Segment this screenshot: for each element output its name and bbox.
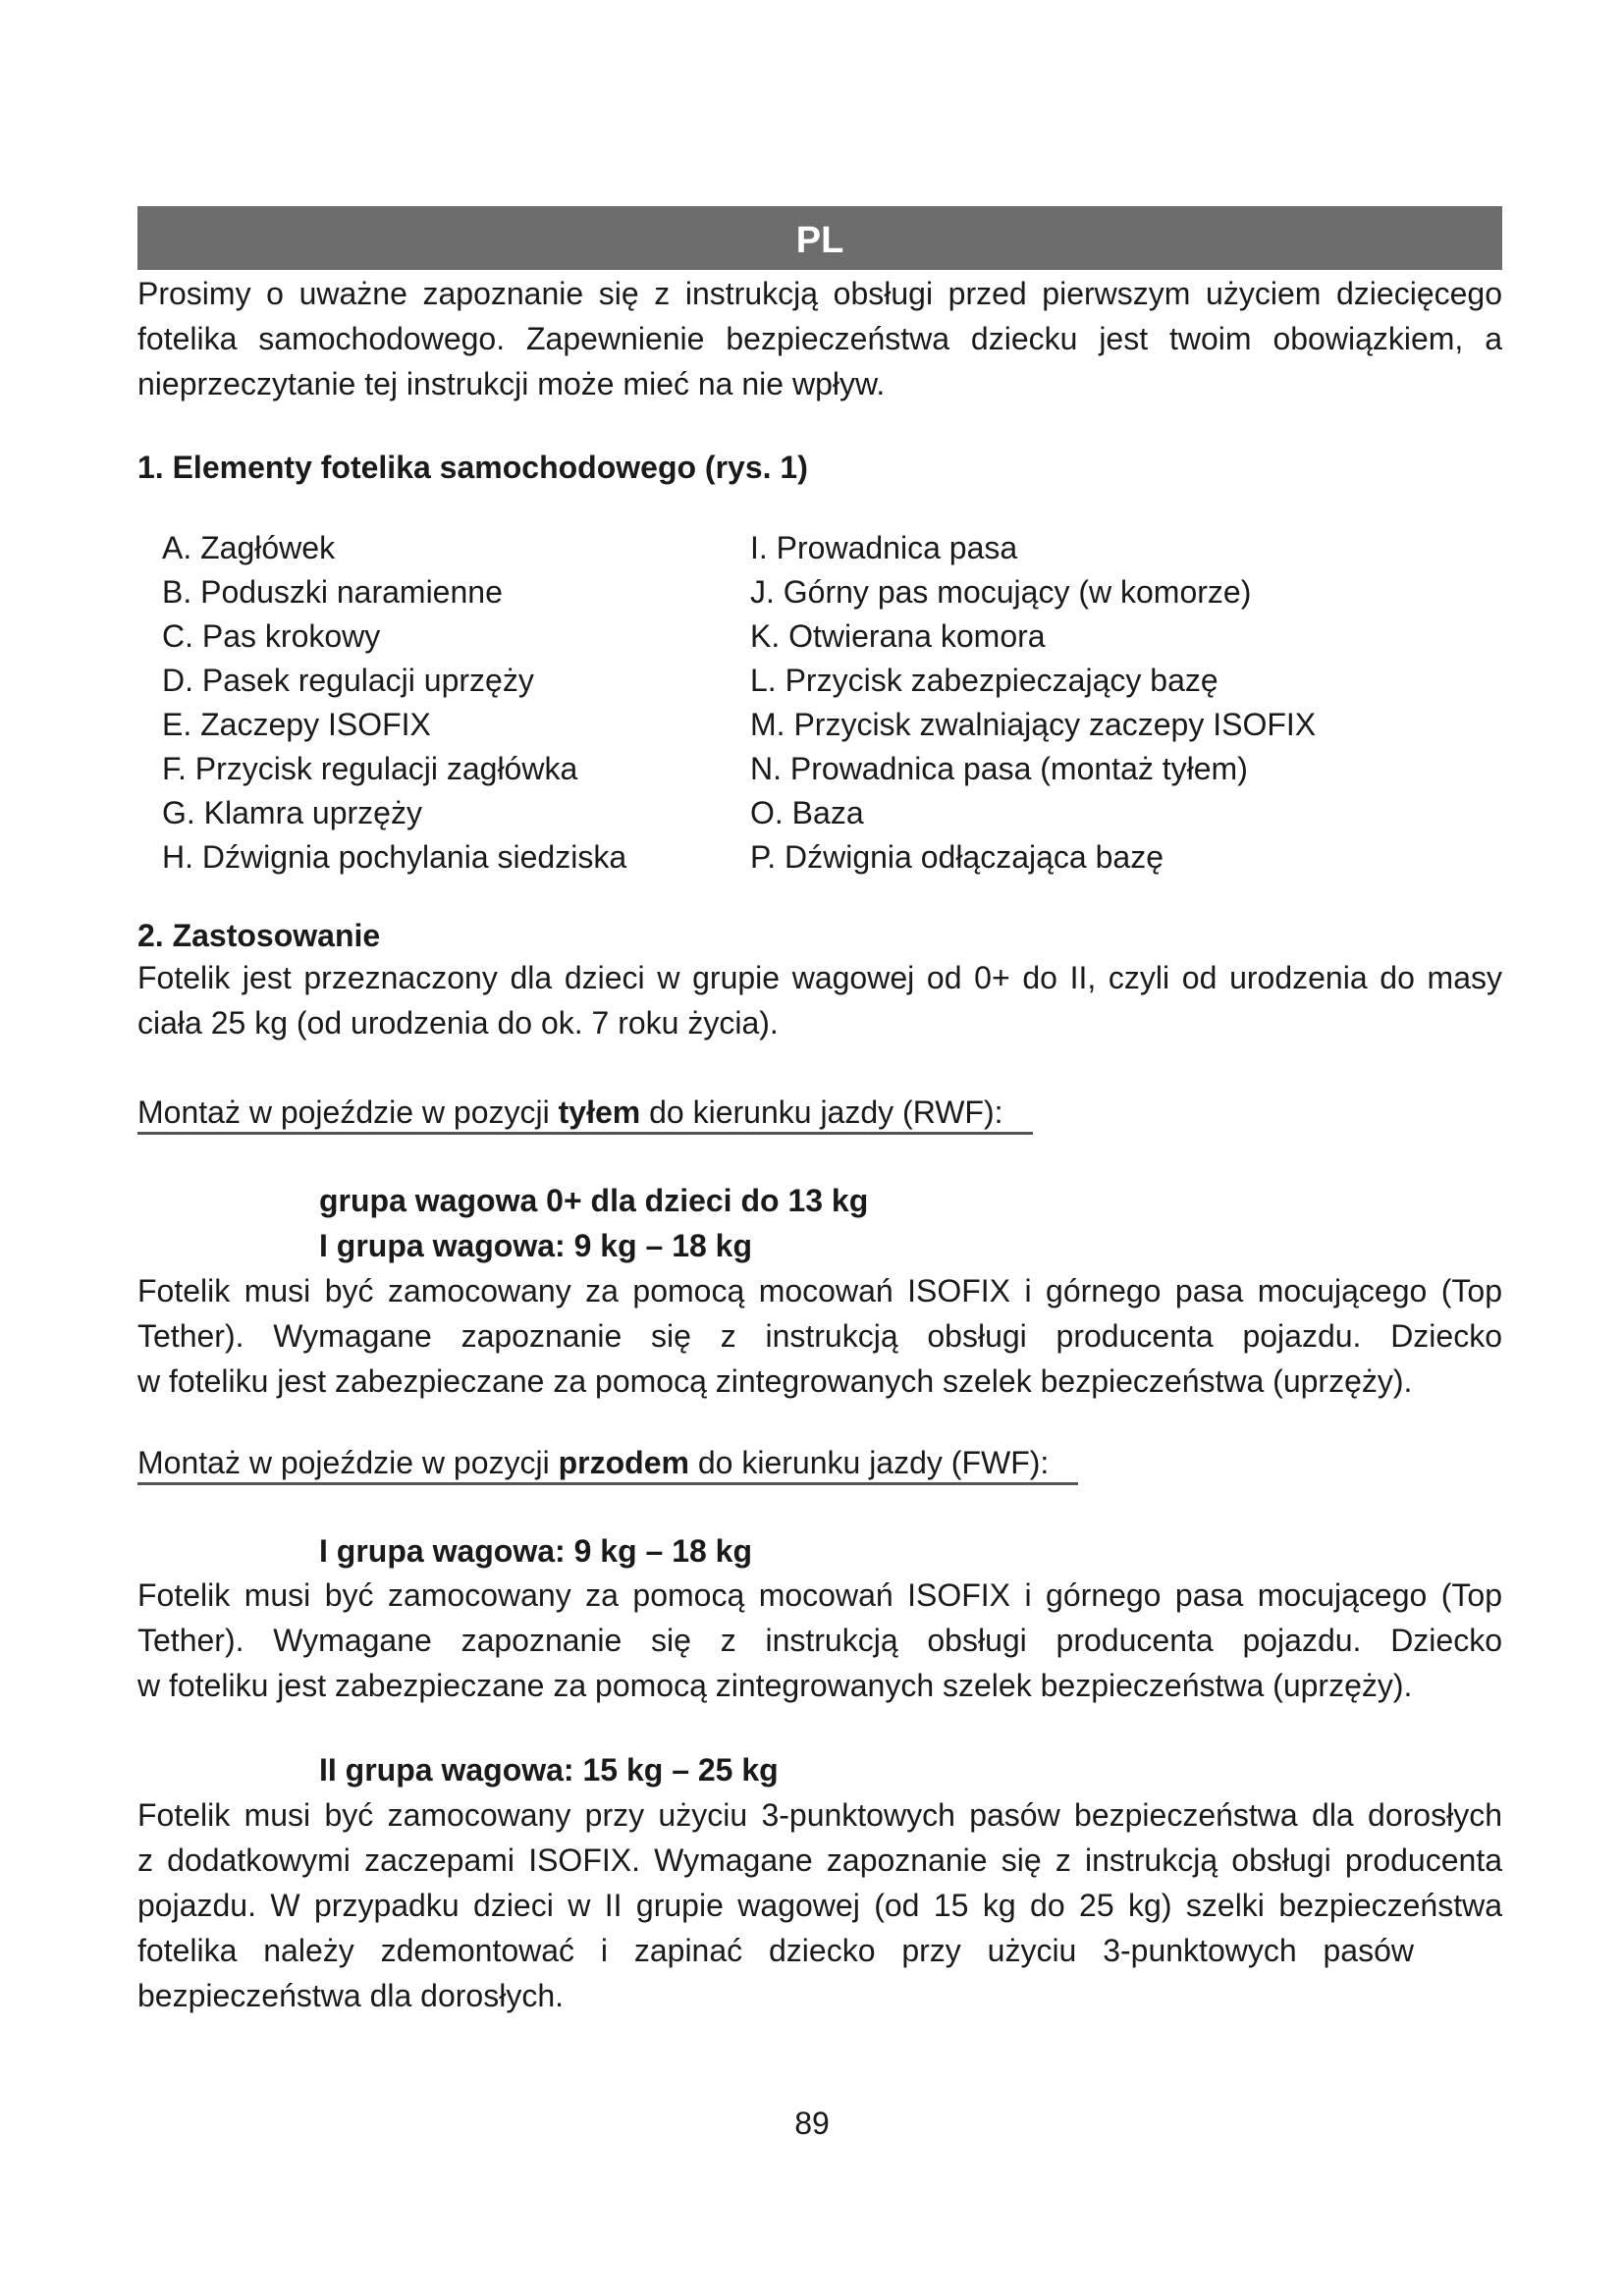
- list-item: M. Przycisk zwalniający zaczepy ISOFIX: [750, 707, 1317, 742]
- list-item: L. Przycisk zabezpieczający bazę: [750, 663, 1218, 698]
- rwf-paragraph: [137, 1268, 1502, 1404]
- rwf-group-1: I grupa wagowa: 9 kg – 18 kg: [319, 1228, 753, 1263]
- list-item: B. Poduszki naramienne: [162, 574, 503, 610]
- list-item: D. Pasek regulacji uprzęży: [162, 663, 534, 698]
- paragraph-line: Tether). Wymagane zapoznanie się z instrukcją obsługi producenta pojazdu. Dziecko: [137, 1623, 1502, 1658]
- fwf-title-prefix: Montaż w pojeździe w pozycji: [137, 1445, 559, 1480]
- fwf-title-bold: przodem: [558, 1445, 689, 1480]
- fwf-group-2: II grupa wagowa: 15 kg – 25 kg: [319, 1752, 779, 1788]
- list-item: H. Dźwignia pochylania siedziska: [162, 839, 627, 875]
- paragraph-line: Fotelik musi być zamocowany za pomocą mocowań ISOFIX i górnego pasa mocującego (Top: [137, 1273, 1502, 1308]
- list-item: P. Dźwignia odłączająca bazę: [750, 839, 1164, 875]
- section-1-heading: 1. Elementy fotelika samochodowego (rys. 1): [137, 450, 808, 485]
- list-item: K. Otwierana komora: [750, 618, 1046, 654]
- list-item: E. Zaczepy ISOFIX: [162, 707, 431, 742]
- paragraph-line: z dodatkowymi zaczepami ISOFIX. Wymagane zapoznanie się z instrukcją obsługi producenta: [137, 1842, 1502, 1878]
- fwf-title-suffix: do kierunku jazdy (FWF):: [688, 1445, 1050, 1480]
- paragraph-line: w foteliku jest zabezpieczane za pomocą zintegrowanych szelek bezpieczeństwa (uprzęży).: [137, 1668, 1413, 1703]
- section-2-paragraph: [137, 955, 1502, 1045]
- section-2-heading: 2. Zastosowanie: [137, 918, 381, 953]
- paragraph-line: fotelika należy zdemontować i zapinać dziecko przy użyciu 3-punktowych pasów: [137, 1933, 1414, 1968]
- intro-line: fotelika samochodowego. Zapewnienie bezpieczeństwa dziecku jest twoim obowiązkiem, a: [137, 321, 1502, 356]
- paragraph-line: Fotelik musi być zamocowany przy użyciu 3-punktowych pasów bezpieczeństwa dla dorosłych: [137, 1797, 1502, 1833]
- intro-line: nieprzeczytanie tej instrukcji może mieć na nie wpływ.: [137, 366, 886, 401]
- list-item: F. Przycisk regulacji zagłówka: [162, 751, 578, 786]
- list-item: G. Klamra uprzęży: [162, 795, 422, 830]
- paragraph-line: Fotelik jest przeznaczony dla dzieci w grupie wagowej od 0+ do II, czyli od urodzenia do masy: [137, 960, 1502, 995]
- fwf-group-1: I grupa wagowa: 9 kg – 18 kg: [319, 1533, 753, 1569]
- list-item: J. Górny pas mocujący (w komorze): [750, 574, 1252, 610]
- fwf-paragraph-2: [137, 1792, 1502, 2018]
- list-item: O. Baza: [750, 795, 864, 830]
- rwf-title-prefix: Montaż w pojeździe w pozycji: [137, 1095, 559, 1130]
- paragraph-line: Fotelik musi być zamocowany za pomocą mocowań ISOFIX i górnego pasa mocującego (Top: [137, 1577, 1502, 1613]
- paragraph-line: pojazdu. W przypadku dzieci w II grupie wagowej (od 15 kg do 25 kg) szelki bezpieczeństwa: [137, 1888, 1502, 1923]
- rwf-title-suffix: do kierunku jazdy (RWF):: [640, 1095, 1003, 1130]
- intro-paragraph: [137, 271, 1502, 406]
- paragraph-line: Tether). Wymagane zapoznanie się z instrukcją obsługi producenta pojazdu. Dziecko: [137, 1318, 1502, 1354]
- rwf-group-0plus: grupa wagowa 0+ dla dzieci do 13 kg: [319, 1183, 869, 1218]
- page-number: 89: [794, 2106, 830, 2141]
- list-item: A. Zagłówek: [162, 530, 336, 565]
- list-item: N. Prowadnica pasa (montaż tyłem): [750, 751, 1248, 786]
- parts-list-right: [750, 526, 1316, 880]
- rwf-title: [137, 1093, 1033, 1135]
- fwf-paragraph-1: [137, 1573, 1502, 1708]
- paragraph-line: w foteliku jest zabezpieczane za pomocą zintegrowanych szelek bezpieczeństwa (uprzęży).: [137, 1363, 1413, 1399]
- intro-line: Prosimy o uważne zapoznanie się z instrukcją obsługi przed pierwszym użyciem dziecięcego: [137, 276, 1502, 311]
- parts-list-left: [162, 526, 626, 880]
- rwf-title-bold: tyłem: [558, 1095, 641, 1130]
- list-item: I. Prowadnica pasa: [750, 530, 1018, 565]
- fwf-title: [137, 1443, 1078, 1485]
- paragraph-line: bezpieczeństwa dla dorosłych.: [137, 1978, 565, 2013]
- language-banner: PL: [137, 206, 1502, 270]
- list-item: C. Pas krokowy: [162, 618, 381, 654]
- paragraph-line: ciała 25 kg (od urodzenia do ok. 7 roku życia).: [137, 1005, 779, 1041]
